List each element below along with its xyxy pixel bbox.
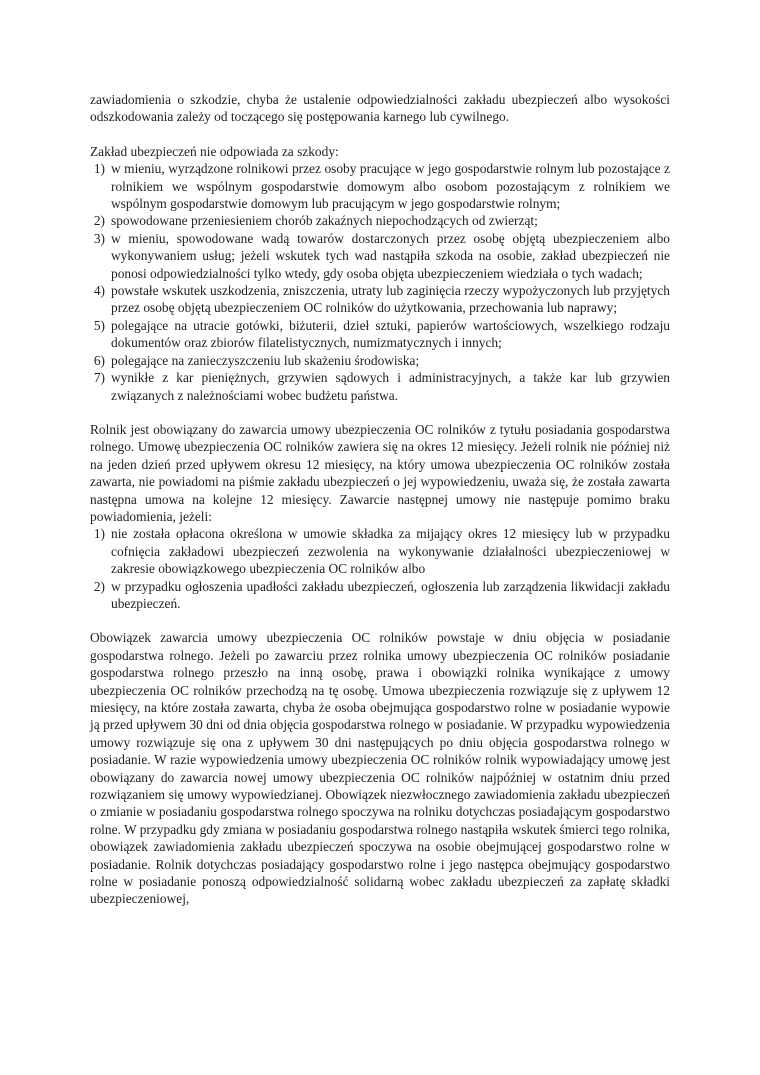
paragraph-possession: Obowiązek zawarcia umowy ubezpieczenia OC rolników powstaje w dniu objęcia w posiadanie gospodarstwa rolnego. Jeżeli po zawarciu przez rolnika umowy ubezpieczenia OC rolników posiadanie gospodarstwa rolnego przeszło na inną osobę, prawa i obowiązki rolnika wynikające z umowy ubezpieczenia OC rolników przechodzą na tę osobę. Umowa ubezpieczenia rozwiązuje się z upływem 12 miesięcy, na które została zawarta, chyba że osoba obejmująca gospodarstwo rolne w posiadanie wypowie ją przed upływem 30 dni od dnia objęcia gospodarstwa rolnego w posiadanie. W przypadku wypowiedzenia umowy rozwiązuje się ona z upływem 30 dni następujących po dniu objęcia gospodarstwa rolnego w posiadanie. W razie wypowiedzenia umowy ubezpieczenia OC rolników rolnik wypowiadający umowę jest obowiązany do zawarcia nowej umowy ubezpieczenia OC rolników najpóźniej w ostatnim dniu przed rozwiązaniem się umowy wypowiedzianej. Obowiązek niezwłocznego zawiadomienia zakładu ubezpieczeń o zmianie w posiadaniu gospodarstwa rolnego spoczywa na rolniku dotychczas posiadającym gospodarstwo rolne. W przypadku gdy zmiana w posiadaniu gospodarstwa rolnego nastąpiła wskutek śmierci tego rolnika, obowiązek zawiadomienia zakładu ubezpieczeń spoczywa na osobie obejmującej gospodarstwo rolne w posiadanie. Rolnik dotychczas posiadający gospodarstwo rolne i jego następca obejmujący gospodarstwo rolne w posiadanie ponoszą odpowiedzialność solidarną wobec zakładu ubezpieczeń za zapłatę składki ubezpieczeniowej, [90,630,670,907]
exclusions-intro: Zakład ubezpieczeń nie odpowiada za szkody: [90,143,339,159]
list-item [90,230,670,282]
paragraph-notification: zawiadomienia o szkodzie, chyba że ustalenie odpowiedzialności zakładu ubezpieczeń albo wysokości odszkodowania zależy od toczącego się postępowania karnego lub cywilnego. [90,92,670,125]
list-number: 2) [93,213,105,229]
list-number: 1) [93,161,105,177]
list-number: 3) [93,230,105,246]
list-text: nie została opłacona określona w umowie składka za mijający okres 12 miesięcy lub w przypadku cofnięcia zakładowi ubezpieczeń zezwolenia na wykonywanie działalności ubezpieczeniowej w zakresie obowiązkowego ubezpieczenia OC rolników albo [111,526,670,577]
list-number: 7) [93,370,105,386]
list-number: 2) [93,578,105,594]
list-text: powstałe wskutek uszkodzenia, zniszczenia, utraty lub zaginięcia rzeczy wypożyczonych lub przyjętych przez osobę objętą ubezpieczeniem OC rolników do użytkowania, przechowania lub naprawy; [111,283,670,316]
list-number: 5) [93,317,105,333]
list-text: w mieniu, spowodowane wadą towarów dostarczonych przez osobę objętą ubezpieczeniem albo wykonywaniem usług; jeżeli wskutek tych wad nastąpiła szkoda na osobie, zakład ubezpieczeń nie ponosi odpowiedzialności tylko wtedy, gdy osoba objęta ubezpieczeniem wiedziała o tych wadach; [111,230,670,281]
paragraph-gap [90,126,670,143]
exclusions-list [90,160,670,404]
paragraph-gap [90,404,670,421]
list-item [90,282,670,317]
list-item [90,212,670,229]
list-text: w przypadku ogłoszenia upadłości zakładu ubezpieczeń, ogłoszenia lub zarządzenia likwidacji zakładu ubezpieczeń. [111,578,670,611]
list-text: w mieniu, wyrządzone rolnikowi przez osoby pracujące w jego gospodarstwie rolnym lub pozostające z rolnikiem we wspólnym gospodarstwie domowym albo osobom pozostającym z rolnikiem we wspólnym gospodarstwie domowym lub pracującym w jego gospodarstwie rolnym; [111,161,670,212]
renewal-exceptions-list [90,525,670,612]
list-number: 4) [93,283,105,299]
list-text: spowodowane przeniesieniem chorób zakaźnych niepochodzących od zwierząt; [111,213,538,229]
list-number: 6) [93,352,105,368]
list-number: 1) [93,526,105,542]
list-text: polegające na zanieczyszczeniu lub skażeniu środowiska; [111,352,420,368]
list-item [90,352,670,369]
paragraph-gap [90,612,670,629]
list-item [90,369,670,404]
list-item [90,317,670,352]
document-page [90,91,670,908]
list-text: wynikłe z kar pieniężnych, grzywien sądowych i administracyjnych, a także kar lub grzywien związanych z należnościami wobec budżetu państwa. [111,370,670,403]
paragraph-obligation: Rolnik jest obowiązany do zawarcia umowy ubezpieczenia OC rolników z tytułu posiadania gospodarstwa rolnego. Umowę ubezpieczenia OC rolników zawiera się na okres 12 miesięcy. Jeżeli rolnik nie później niż na jeden dzień przed upływem okresu 12 miesięcy, na który umowa ubezpieczenia OC rolników została zawarta, nie powiadomi na piśmie zakładu ubezpieczeń o jej wypowiedzeniu, uważa się, że została zawarta następna umowa na kolejne 12 miesięcy. Zawarcie następnej umowy nie następuje pomimo braku powiadomienia, jeżeli: [90,421,670,524]
list-item [90,578,670,613]
list-item [90,525,670,577]
list-item [90,160,670,212]
list-text: polegające na utracie gotówki, biżuterii, dzieł sztuki, papierów wartościowych, wszelkiego rodzaju dokumentów oraz zbiorów filatelistycznych, numizmatycznych i innych; [111,317,670,351]
